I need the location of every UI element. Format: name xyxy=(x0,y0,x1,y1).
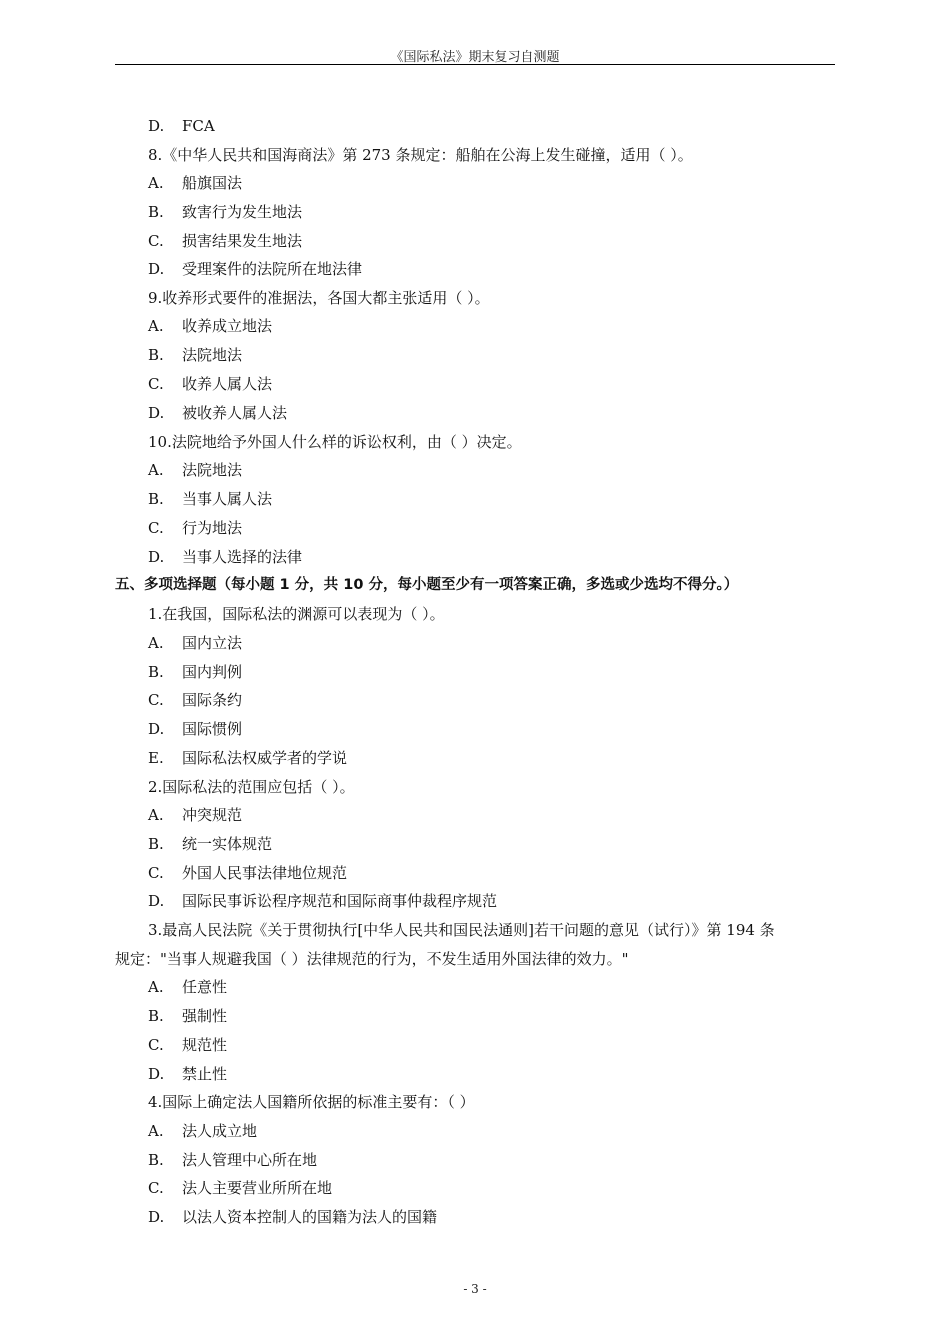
option-letter: B. xyxy=(148,346,164,364)
option-item xyxy=(148,719,242,739)
option-text: 国内判例 xyxy=(182,663,243,681)
option-letter: B. xyxy=(148,490,164,508)
option-item xyxy=(148,316,272,336)
section-heading: 五、多项选择题（每小题 1 分，共 10 分，每小题至少有一项答案正确，多选或少选均不得分。） xyxy=(115,577,739,593)
option-text: 当事人选择的法律 xyxy=(182,548,303,566)
option-letter: E. xyxy=(148,749,164,767)
option-item xyxy=(148,173,242,193)
option-item xyxy=(148,231,302,251)
option-letter: A. xyxy=(148,461,164,479)
option-item xyxy=(148,489,272,509)
option-text: 国际条约 xyxy=(182,691,243,709)
option-text: 法院地法 xyxy=(182,461,243,479)
option-text: 受理案件的法院所在地法律 xyxy=(182,260,363,278)
option-item xyxy=(148,891,497,911)
option-letter: C. xyxy=(148,1179,164,1197)
option-letter: C. xyxy=(148,232,164,250)
question-stem: 1.在我国，国际私法的渊源可以表现为（ ）。 xyxy=(148,605,445,623)
option-letter: D. xyxy=(148,404,165,422)
option-text: 统一实体规范 xyxy=(182,835,273,853)
option-item xyxy=(148,259,362,279)
option-text: 法人成立地 xyxy=(182,1122,258,1140)
option-text: 国际惯例 xyxy=(182,720,243,738)
option-letter: C. xyxy=(148,864,164,882)
option-item xyxy=(148,977,227,997)
option-text: 法人管理中心所在地 xyxy=(182,1151,318,1169)
option-text: 法院地法 xyxy=(182,346,243,364)
page-number: - 3 - xyxy=(463,1282,487,1296)
option-text: 外国人民事法律地位规范 xyxy=(182,864,348,882)
page-header-title: 《国际私法》期末复习自测题 xyxy=(390,50,560,65)
option-item xyxy=(148,633,242,653)
option-item xyxy=(148,345,242,365)
option-text: FCA xyxy=(182,117,215,135)
option-letter: A. xyxy=(148,634,164,652)
option-item xyxy=(148,460,242,480)
option-letter: C. xyxy=(148,375,164,393)
option-letter: A. xyxy=(148,174,164,192)
option-item xyxy=(148,805,242,825)
option-item xyxy=(148,1006,227,1026)
option-letter: D. xyxy=(148,117,165,135)
option-text: 法人主要营业所所在地 xyxy=(182,1179,333,1197)
option-text: 损害结果发生地法 xyxy=(182,232,303,250)
option-letter: D. xyxy=(148,1065,165,1083)
option-letter: B. xyxy=(148,1007,164,1025)
option-item xyxy=(148,1178,332,1198)
option-item xyxy=(148,662,242,682)
option-item xyxy=(148,403,287,423)
option-item xyxy=(148,863,347,883)
option-letter: B. xyxy=(148,835,164,853)
question-stem-continuation: 规定："当事人规避我国（ ）法律规范的行为，不发生适用外国法律的效力。" xyxy=(115,950,629,968)
option-text: 收养人属人法 xyxy=(182,375,273,393)
option-text: 禁止性 xyxy=(182,1065,228,1083)
option-item xyxy=(148,547,302,567)
option-letter: A. xyxy=(148,1122,164,1140)
option-text: 以法人资本控制人的国籍为法人的国籍 xyxy=(182,1208,438,1226)
option-letter: C. xyxy=(148,519,164,537)
option-letter: C. xyxy=(148,1036,164,1054)
option-text: 被收养人属人法 xyxy=(182,404,288,422)
option-item xyxy=(148,690,242,710)
question-stem: 4.国际上确定法人国籍所依据的标准主要有：（ ） xyxy=(148,1093,475,1111)
option-letter: D. xyxy=(148,892,165,910)
option-letter: D. xyxy=(148,260,165,278)
option-letter: A. xyxy=(148,317,164,335)
option-letter: D. xyxy=(148,1208,165,1226)
option-item xyxy=(148,1150,317,1170)
option-item xyxy=(148,374,272,394)
option-text: 行为地法 xyxy=(182,519,243,537)
option-letter: B. xyxy=(148,203,164,221)
question-stem: 10.法院地给予外国人什么样的诉讼权利，由（ ）决定。 xyxy=(148,433,522,451)
option-text: 当事人属人法 xyxy=(182,490,273,508)
option-letter: B. xyxy=(148,1151,164,1169)
option-item xyxy=(148,1121,257,1141)
question-stem: 2.国际私法的范围应包括（ ）。 xyxy=(148,778,355,796)
option-text: 规范性 xyxy=(182,1036,228,1054)
option-item xyxy=(148,1035,227,1055)
option-text: 致害行为发生地法 xyxy=(182,203,303,221)
option-item xyxy=(148,1207,437,1227)
option-letter: D. xyxy=(148,548,165,566)
option-text: 冲突规范 xyxy=(182,806,243,824)
option-text: 强制性 xyxy=(182,1007,228,1025)
option-item xyxy=(148,748,347,768)
option-item xyxy=(148,518,242,538)
question-stem: 3.最高人民法院《关于贯彻执行[中华人民共和国民法通则]若干问题的意见（试行）》第 194 条 xyxy=(148,921,775,939)
option-letter: B. xyxy=(148,663,164,681)
option-letter: A. xyxy=(148,978,164,996)
option-item xyxy=(148,1064,227,1084)
option-item xyxy=(148,202,302,222)
option-item xyxy=(148,834,272,854)
option-letter: A. xyxy=(148,806,164,824)
option-text: 收养成立地法 xyxy=(182,317,273,335)
option-item xyxy=(148,116,215,136)
option-letter: D. xyxy=(148,720,165,738)
option-text: 任意性 xyxy=(182,978,228,996)
question-stem: 8.《中华人民共和国海商法》第 273 条规定：船舶在公海上发生碰撞，适用（ ）。 xyxy=(148,146,693,164)
option-text: 国内立法 xyxy=(182,634,243,652)
question-stem: 9.收养形式要件的准据法，各国大都主张适用（ ）。 xyxy=(148,289,490,307)
option-letter: C. xyxy=(148,691,164,709)
option-text: 船旗国法 xyxy=(182,174,243,192)
option-text: 国际私法权威学者的学说 xyxy=(182,749,348,767)
option-text: 国际民事诉讼程序规范和国际商事仲裁程序规范 xyxy=(182,892,498,910)
